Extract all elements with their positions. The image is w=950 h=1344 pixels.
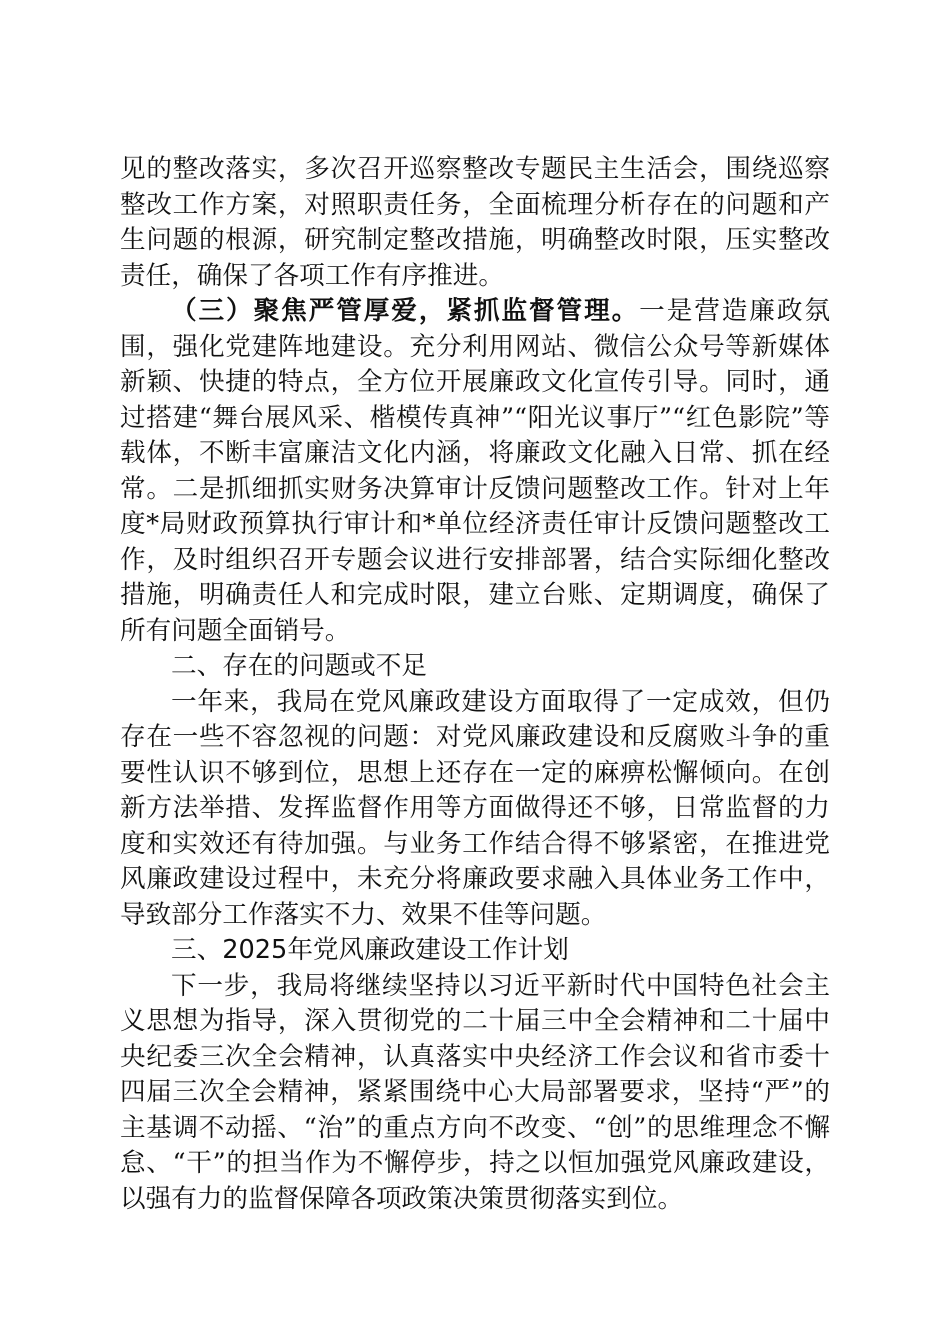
paragraph-plan: 下一步，我局将继续坚持以习近平新时代中国特色社会主义思想为指导，深入贯彻党的二十届三中全会精神和二十届中央纪委三次全会精神，认真落实中央经济工作会议和省市委十四届三次全会精神，紧紧围绕中心大局部署要求，坚持“严”的主基调不动摇、“治”的重点方向不改变、“创”的思维理念不懈怠、“干”的担当作为不懈停步，持之以恒加强党风廉政建设，以强有力的监督保障各项政策决策贯彻落实到位。 [120,970,830,1214]
section-heading-plan: 三、2025年党风廉政建设工作计划 [171,935,569,965]
paragraph-supervision-body: 一是营造廉政氛围，强化党建阵地建设。充分利用网站、微信公众号等新媒体新颖、快捷的特点，全方位开展廉政文化宣传引导。同时，通过搭建“舞台展风采、楷模传真神”“阳光议事厅”“红色影院”等载体，不断丰富廉洁文化内涵，将廉政文化融入日常、抓在经常。二是抓细抓实财务决算审计反馈问题整改工作。针对上年度*局财政预算执行审计和*单位经济责任审计反馈问题整改工作，及时组织召开专题会议进行安排部署，结合实际细化整改措施，明确责任人和完成时限，建立台账、定期调度，确保了所有问题全面销号。 [120,296,830,646]
paragraph-supervision [120,294,830,649]
paragraph-rectification: 见的整改落实，多次召开巡察整改专题民主生活会，围绕巡察整改工作方案，对照职责任务，全面梳理分析存在的问题和产生问题的根源，研究制定整改措施，明确整改时限，压实整改责任，确保了各项工作有序推进。 [120,154,830,291]
paragraph-supervision-lead: （三）聚焦严管厚爱，紧抓监督管理。 [171,296,640,326]
paragraph-problems: 一年来，我局在党风廉政建设方面取得了一定成效，但仍存在一些不容忽视的问题：对党风廉政建设和反腐败斗争的重要性认识不够到位，思想上还存在一定的麻痹松懈倾向。在创新方法举措、发挥监督作用等方面做得还不够，日常监督的力度和实效还有待加强。与业务工作结合得不够紧密，在推进党风廉政建设过程中，未充分将廉政要求融入具体业务工作中，导致部分工作落实不力、效果不佳等问题。 [120,686,830,930]
document-body [120,152,830,1217]
section-heading-problems: 二、存在的问题或不足 [171,651,427,681]
